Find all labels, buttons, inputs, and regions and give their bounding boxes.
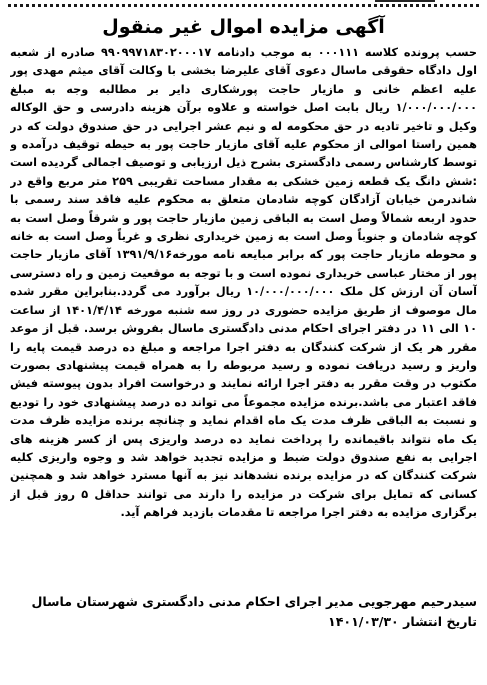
- signature-block: [10, 592, 477, 632]
- signature-line: سیدرحیم مهرجویی مدیر اجرای احکام مدنی دادگستری شهرستان ماسال: [31, 594, 477, 609]
- notice-title: آگهی مزایده اموال غیر منقول: [102, 16, 385, 38]
- notice-body-paragraph: حسب پرونده کلاسه ۰۰۰۱۱۱ به موجب دادنامه ۹۹۰۹۹۷۱۸۳۰۲۰۰۰۱۷ صادره از شعبه اول دادگاه حقوقی ماسال دعوی آقای علیرضا بخشی با وکالت آقای میثم مهدی پور علیه اعظم خانی و مازیار حاجت پورشکاری دایر بر مطالبه وجه به مبلغ ۱/۰۰۰/۰۰۰/۰۰۰ ریال بابت اصل خواسته و علاوه برآن هزینه دادرسی و حق الوکاله وکیل و تاخیر تادیه در حق محکومه له و نیم عشر اجرایی در حق صندوق دولت که در همین راستا اموالی از محکوم علیه آقای مازیار حاجت پور به حیطه توقیف درآمده و توسط کارشناس رسمی دادگستری بشرح ذیل ارزیابی و توصیف اجمالی گردیده است :شش دانگ یک قطعه زمین خشکی به مقدار مساحت تقریبی ۲۵۹ متر مربع واقع در شاندرمن خیابان آزادگان کوچه شادمان متعلق به محکوم علیه فاقد سند رسمی با حدود اربعه شمالاً وصل است به الباقی زمین مازیار حاجت پور و شرقاً وصل است به کوچه شادمان و جنوباً وصل است به زمین خریداری نظری و غرباً وصل است به خانه و محوطه مازیار حاجت پور که برابر مبایعه نامه مورخه۱۳۹۱/۹/۱۶ آقای مازیار حاجت پور از مختار عباسی خریداری نموده است و با توجه به موقعیت زمین و راه دسترسی آسان آن ارزش کل ملک ۱۰/۰۰۰/۰۰۰/۰۰۰ ریال برآورد می گردد.بنابراین مقرر شده مال موصوف از طریق مزایده حضوری در روز سه شنبه مورخه ۱۴۰۱/۴/۱۴ از ساعت ۱۰ الی ۱۱ در دفتر اجرای احکام مدنی دادگستری ماسال بفروش برسد. قبل از موعد مقرر هر یک از شرکت کنندگان به دفتر اجرا مراجعه و مبلغ ده درصد قیمت پایه را واریز و رسید دریافت نموده و رسید مربوطه را به همراه قیمت پیشنهادی بصورت مکتوب در وقت مقرر به دفتر اجرا ارائه نمایند و درخواست افراد بدون پیوسته فیش فاقد اعتبار می باشد.برنده مزایده مجموعاً می تواند ده درصد پیشنهادی خود را تودیع و نسبت به الباقی ظرف مدت یک ماه اقدام نماید و چنانچه برنده مزایده ظرف مدت یک ماه نتواند باقیمانده را پرداخت نماید ده درصد واریزی پس از کسر هزینه های اجرایی به نفع صندوق دولت ضبط و مزایده تجدید خواهد شد و وجوه واریزی کلیه شرکت کنندگان که در مزایده برنده نشدهاند نیز به آنها مسترد خواهد شد و همچنین کسانی که تمایل برای شرکت در مزایده را دارند می توانند حداقل ۵ روز قبل از برگزاری مزایده به دفتر اجرا مراجعه تا مقدمات بازدید فراهم آید.: [10, 46, 477, 520]
- publish-date: تاریخ انتشار ۱۴۰۱/۰۳/۳۰: [328, 614, 477, 629]
- notice-body: [10, 44, 477, 599]
